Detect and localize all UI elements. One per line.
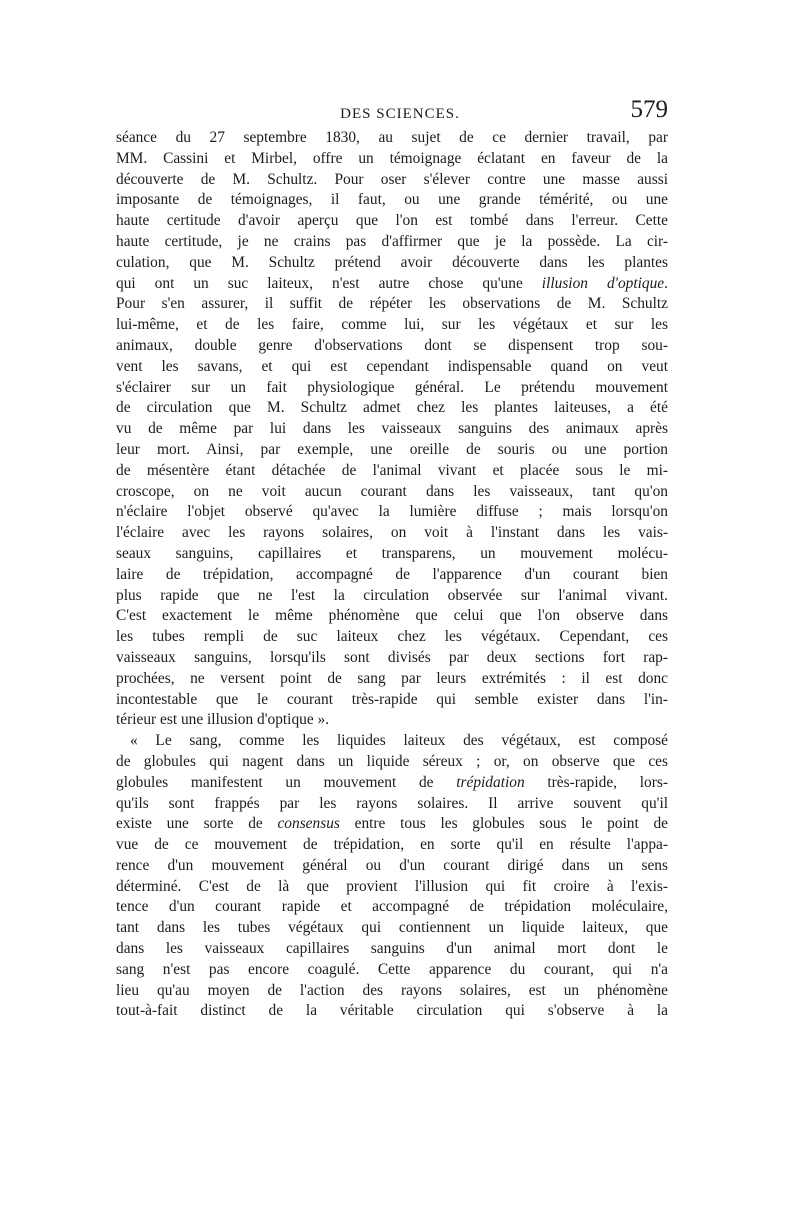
text-line: lieu qu'au moyen de l'action des rayons solaires, est un phénomène bbox=[116, 981, 668, 999]
text-line: vaisseaux sanguins, lorsqu'ils sont divisés par deux sections fort rap- bbox=[116, 648, 668, 666]
text-line: tout-à-fait distinct de la véritable circulation qui s'observe à la bbox=[116, 1002, 668, 1020]
text-line: leur mort. Ainsi, par exemple, une oreille de souris ou une portion bbox=[116, 440, 668, 458]
text-line: seaux sanguins, capillaires et transparens, un mouvement molécu- bbox=[116, 544, 668, 562]
running-header bbox=[132, 96, 668, 130]
text-line: tant dans les tubes végétaux qui contiennent un liquide laiteux, que bbox=[116, 919, 668, 937]
text-line: plus rapide que ne l'est la circulation observée sur l'animal vivant. bbox=[116, 586, 668, 604]
text-line: haute certitude d'avoir aperçu que l'on est tombé dans l'erreur. Cette bbox=[116, 212, 668, 230]
text-line: tence d'un courant rapide et accompagné de trépidation moléculaire, bbox=[116, 898, 668, 916]
text-line: l'éclaire avec les rayons solaires, on voit à l'instant dans les vais- bbox=[116, 524, 668, 542]
page-number: 579 bbox=[630, 96, 668, 123]
text-line: de globules qui nagent dans un liquide séreux ; or, on observe que ces bbox=[116, 752, 668, 770]
text-line: découverte de M. Schultz. Pour oser s'élever contre une masse aussi bbox=[116, 170, 668, 188]
text-line: animaux, double genre d'observations dont se dispensent trop sou- bbox=[116, 336, 668, 354]
paragraph bbox=[116, 731, 668, 1022]
text-line: sang n'est pas encore coagulé. Cette apparence du courant, qui n'a bbox=[116, 960, 668, 978]
running-title: DES SCIENCES. bbox=[340, 106, 460, 122]
text-line: existe une sorte de consensus entre tous les globules sous le point de bbox=[116, 815, 668, 833]
text-line: de mésentère étant détachée de l'animal vivant et placée sous le mi- bbox=[116, 461, 668, 479]
text-line: séance du 27 septembre 1830, au sujet de ce dernier travail, par bbox=[116, 129, 668, 146]
text-line: n'éclaire l'objet observé qu'avec la lumière diffuse ; mais lorsqu'on bbox=[116, 503, 668, 521]
text-line: dans les vaisseaux capillaires sanguins d'un animal mort dont le bbox=[116, 940, 668, 958]
text-line: lui-même, et de les faire, comme lui, sur les végétaux et sur les bbox=[116, 316, 668, 334]
text-line: prochées, ne versent point de sang par leurs extrémités : il est donc bbox=[116, 669, 668, 687]
text-line: de circulation que M. Schultz admet chez les plantes laiteuses, a été bbox=[116, 399, 668, 417]
text-line: les tubes rempli de suc laiteux chez les végétaux. Cependant, ces bbox=[116, 628, 668, 646]
text-line: vue de ce mouvement de trépidation, en sorte qu'il en résulte l'appa- bbox=[116, 836, 668, 854]
text-line: MM. Cassini et Mirbel, offre un témoignage éclatant en faveur de la bbox=[116, 149, 668, 167]
text-line: culation, que M. Schultz prétend avoir découverte dans les plantes bbox=[116, 253, 668, 271]
text-line: térieur est une illusion d'optique ». bbox=[116, 711, 330, 729]
paragraph bbox=[116, 128, 668, 731]
body-text bbox=[116, 128, 668, 1022]
text-line: « Le sang, comme les liquides laiteux des végétaux, est composé bbox=[130, 732, 668, 750]
text-line: s'éclairer sur un fait physiologique général. Le prétendu mouvement bbox=[116, 378, 668, 396]
text-line: déterminé. C'est de là que provient l'illusion qui fit croire à l'exis- bbox=[116, 877, 668, 895]
text-line: imposante de témoignages, il faut, ou une grande témérité, ou une bbox=[116, 191, 668, 209]
text-line: vent les savans, et qui est cependant indispensable quand on veut bbox=[116, 357, 668, 375]
text-line: rence d'un mouvement général ou d'un courant dirigé dans un sens bbox=[116, 856, 668, 874]
text-line: qui ont un suc laiteux, n'est autre chose qu'une illusion d'optique. bbox=[116, 274, 668, 292]
text-line: croscope, on ne voit aucun courant dans les vaisseaux, tant qu'on bbox=[116, 482, 668, 500]
text-line: qu'ils sont frappés par les rayons solaires. Il arrive souvent qu'il bbox=[116, 794, 668, 812]
text-line: laire de trépidation, accompagné de l'apparence d'un courant bien bbox=[116, 565, 668, 583]
text-line: C'est exactement le même phénomène que celui que l'on observe dans bbox=[116, 607, 668, 625]
text-line: Pour s'en assurer, il suffit de répéter les observations de M. Schultz bbox=[116, 295, 668, 313]
text-line: incontestable que le courant très-rapide qui semble exister dans l'in- bbox=[116, 690, 668, 708]
text-line: globules manifestent un mouvement de trépidation très-rapide, lors- bbox=[116, 773, 668, 791]
text-line: vu de même par lui dans les vaisseaux sanguins des animaux après bbox=[116, 420, 668, 438]
text-line: haute certitude, je ne crains pas d'affirmer que je la possède. La cir- bbox=[116, 232, 668, 250]
